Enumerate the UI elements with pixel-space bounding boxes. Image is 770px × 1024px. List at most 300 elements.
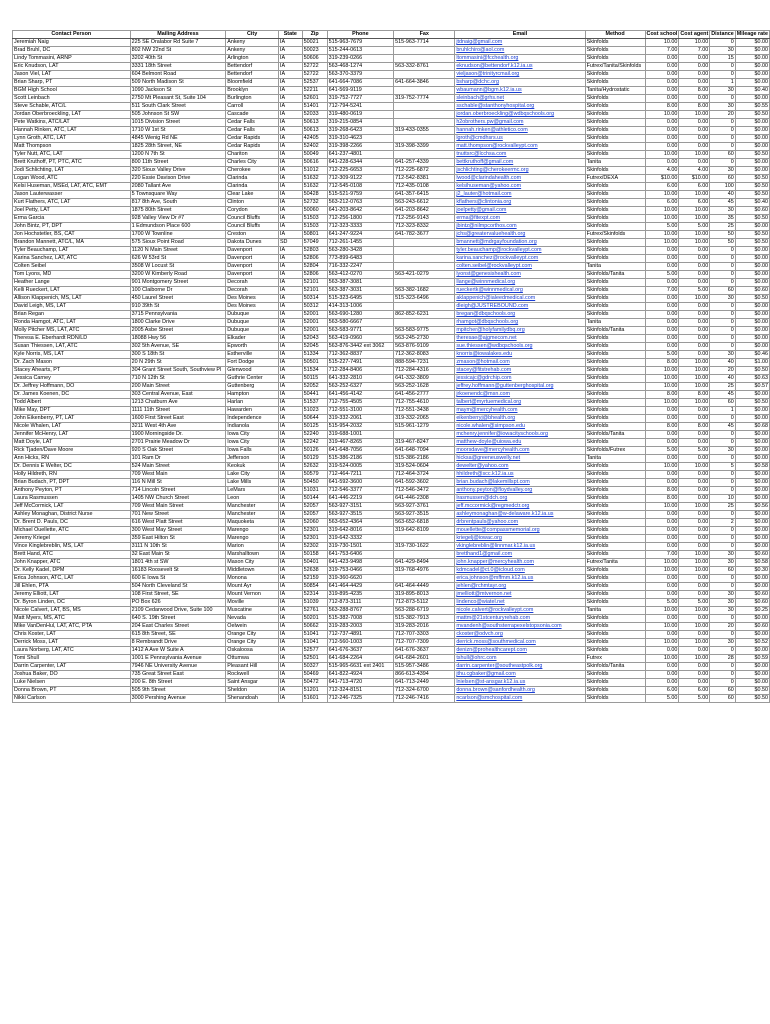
cell-email[interactable]: aklappenich@ialeedmedical.com bbox=[455, 295, 585, 303]
cell-mileage-rate: $0.00 bbox=[735, 543, 769, 551]
cell-email[interactable]: bmannett@mdrgayfoundation.org bbox=[455, 239, 585, 247]
cell-distance: 1 bbox=[710, 407, 735, 415]
cell-email[interactable]: stacey@fitstrehab.com bbox=[455, 367, 585, 375]
cell-cost-school: 0.00 bbox=[645, 439, 679, 447]
cell-email[interactable]: lindenco@wiatel.net bbox=[455, 599, 585, 607]
cell-method: Skinfolds bbox=[585, 127, 645, 135]
table-row bbox=[13, 479, 770, 487]
cell-email[interactable]: jtdnaig@gmail.com bbox=[455, 39, 585, 47]
cell-email[interactable]: anthony.peyton@floydvalley.org bbox=[455, 487, 585, 495]
cell-email[interactable]: hhildreth@scc.k12.ia.us bbox=[455, 471, 585, 479]
cell-email[interactable]: jessicajc@gdrchip.com bbox=[455, 375, 585, 383]
cell-state: IA bbox=[278, 471, 302, 479]
cell-city: Marion bbox=[226, 543, 279, 551]
cell-email[interactable]: mattm@21stcenturyrehab.com bbox=[455, 615, 585, 623]
cell-mileage-rate: $0.50 bbox=[735, 231, 769, 239]
table-body bbox=[13, 39, 770, 703]
cell-method: Skinfolds bbox=[585, 511, 645, 519]
cell-phone: 712-225-6653 bbox=[327, 167, 394, 175]
cell-state: IA bbox=[278, 639, 302, 647]
cell-state: IA bbox=[278, 431, 302, 439]
cell-contact-person: John Bintz, PT, DPT bbox=[13, 223, 131, 231]
cell-contact-person: Matt Thompson bbox=[13, 143, 131, 151]
cell-contact-person: Ronda Hamgot, ATC, LAT bbox=[13, 319, 131, 327]
cell-state: IA bbox=[278, 367, 302, 375]
cell-mailing-address: 3000 Pershing Avenue bbox=[130, 695, 226, 703]
cell-email[interactable]: jmelliott@mtvernon.net bbox=[455, 591, 585, 599]
cell-fax: 319-730-1622 bbox=[394, 543, 455, 551]
cell-contact-person: Jennifer McHenry, LAT bbox=[13, 431, 131, 439]
cell-method: Skinfolds bbox=[585, 207, 645, 215]
cell-email[interactable]: llange@winnmedical.org bbox=[455, 279, 585, 287]
cell-cost-school: 10.00 bbox=[645, 215, 679, 223]
cell-zip: 50049 bbox=[302, 151, 327, 159]
cell-email[interactable]: drbrentpauls@yahoo.com bbox=[455, 519, 585, 527]
cell-mileage-rate: $0.00 bbox=[735, 127, 769, 135]
cell-method: Skinfolds bbox=[585, 423, 645, 431]
cell-email[interactable]: lnielsen@st-ansgar.k12.ia.us bbox=[455, 679, 585, 687]
cell-phone: 319-642-8016 bbox=[327, 527, 394, 535]
cell-state: IA bbox=[278, 303, 302, 311]
cell-city: Hawarden bbox=[226, 407, 279, 415]
cell-method: Skinfolds bbox=[585, 47, 645, 55]
cell-state: IA bbox=[278, 111, 302, 119]
cell-cost-agent: 8.00 bbox=[679, 87, 710, 95]
cell-zip: 50314 bbox=[302, 295, 327, 303]
cell-mileage-rate: $0.60 bbox=[735, 591, 769, 599]
table-row bbox=[13, 255, 770, 263]
cell-email[interactable]: sschable@stanthonyhospital.org bbox=[455, 103, 585, 111]
cell-contact-person: David Leigh, MS, LAT bbox=[13, 303, 131, 311]
cell-zip: 50428 bbox=[302, 191, 327, 199]
cell-phone: 319-467-8265 bbox=[327, 439, 394, 447]
cell-state: IA bbox=[278, 543, 302, 551]
cell-zip: 50126 bbox=[302, 447, 327, 455]
cell-email[interactable]: jrkoenendc@msn.com bbox=[455, 391, 585, 399]
cell-mileage-rate: $0.68 bbox=[735, 423, 769, 431]
cell-cost-agent: 0.00 bbox=[679, 647, 710, 655]
cell-email[interactable]: joelpetty@gmail.com bbox=[455, 207, 585, 215]
table-row bbox=[13, 639, 770, 647]
cell-contact-person: Darrin Carpenter, LAT bbox=[13, 663, 131, 671]
cell-email[interactable]: matthew-doyle@uiowa.edu bbox=[455, 439, 585, 447]
cell-email[interactable]: bregan@dbqschools.org bbox=[455, 311, 585, 319]
cell-distance: 0 bbox=[710, 279, 735, 287]
cell-email[interactable]: colten.seibel@rockvalleypt.com bbox=[455, 263, 585, 271]
cell-phone: 712-261-1455 bbox=[327, 239, 394, 247]
cell-email[interactable]: mvandenh@southsterrapexelstopsonia.com bbox=[455, 623, 585, 631]
cell-city: Mason City bbox=[226, 559, 279, 567]
cell-city: LeMars bbox=[226, 487, 279, 495]
cell-email[interactable]: dleigh@JUSTREBOUND.com bbox=[455, 303, 585, 311]
cell-city: Marshalltown bbox=[226, 551, 279, 559]
cell-distance: 30 bbox=[710, 447, 735, 455]
cell-email[interactable]: kflathers@clintonia.org bbox=[455, 199, 585, 207]
cell-email[interactable]: moorsdave@mercyhealth.com bbox=[455, 447, 585, 455]
cell-fax bbox=[394, 55, 455, 63]
cell-method: Skinfolds bbox=[585, 695, 645, 703]
cell-state: IA bbox=[278, 551, 302, 559]
cell-cost-agent: 10.00 bbox=[679, 559, 710, 567]
cell-email[interactable]: kelsihuseman@yahoo.com bbox=[455, 183, 585, 191]
cell-cost-school: 0.00 bbox=[645, 79, 679, 87]
cell-email[interactable]: sue.thiessen@wdbqschools.org bbox=[455, 343, 585, 351]
cell-phone: 319-332-2061 bbox=[327, 415, 394, 423]
cell-distance: 5 bbox=[710, 463, 735, 471]
cell-contact-person: Brian Budach, PT, DPT bbox=[13, 479, 131, 487]
cell-email[interactable]: john.knapper@mercyhealth.com bbox=[455, 559, 585, 567]
cell-mailing-address: 928 Valley View Dr #7 bbox=[130, 215, 226, 223]
cell-mailing-address: 604 Belmont Road bbox=[130, 71, 226, 79]
cell-mailing-address: 200 Main Street bbox=[130, 383, 226, 391]
cell-email[interactable]: mpitcher@holyfamilydbq.org bbox=[455, 327, 585, 335]
cell-email[interactable]: lwood@clarindahealth.com bbox=[455, 175, 585, 183]
table-row bbox=[13, 423, 770, 431]
cell-phone: 712-284-8406 bbox=[327, 367, 394, 375]
cell-cost-school: 7.00 bbox=[645, 551, 679, 559]
cell-cost-school: 0.00 bbox=[645, 87, 679, 95]
cell-cost-agent: 0.00 bbox=[679, 271, 710, 279]
cell-zip: 50854 bbox=[302, 583, 327, 591]
cell-email[interactable]: tnuttsrc@lcchsa.com bbox=[455, 151, 585, 159]
cell-email[interactable]: mouellette@compassmemorial.org bbox=[455, 527, 585, 535]
cell-zip: 51041 bbox=[302, 639, 327, 647]
cell-city: Davenport bbox=[226, 255, 279, 263]
cell-phone: 641-592-3600 bbox=[327, 479, 394, 487]
cell-city: Corydon bbox=[226, 207, 279, 215]
cell-mileage-rate: $0.56 bbox=[735, 503, 769, 511]
cell-zip: 51041 bbox=[302, 631, 327, 639]
cell-method: Skinfolds bbox=[585, 687, 645, 695]
table-row bbox=[13, 375, 770, 383]
cell-email[interactable]: jchs@greatervaluehealth.org bbox=[455, 231, 585, 239]
cell-method: Skinfolds bbox=[585, 543, 645, 551]
cell-method: Skinfolds bbox=[585, 343, 645, 351]
cell-email[interactable]: bettkruthoff@gmail.com bbox=[455, 159, 585, 167]
cell-cost-school: 10.00 bbox=[645, 503, 679, 511]
column-header-cost-agent: Cost agent bbox=[680, 31, 709, 37]
cell-mileage-rate: $0.00 bbox=[735, 39, 769, 47]
cell-email[interactable]: nicole.calvert@rockvalleypt.com bbox=[455, 607, 585, 615]
cell-distance: 25 bbox=[710, 383, 735, 391]
cell-mailing-address: 2750 Mt Pleasant St, Suite 104 bbox=[130, 95, 226, 103]
cell-email[interactable]: maym@mercyhealth.com bbox=[455, 407, 585, 415]
cell-email[interactable]: matt.thompson@rockvalleypt.com bbox=[455, 143, 585, 151]
cell-phone: 563-876-3442 ext 3062 bbox=[327, 343, 394, 351]
cell-mileage-rate: $0.00 bbox=[735, 143, 769, 151]
cell-phone: 712-309-9122 bbox=[327, 175, 394, 183]
cell-mailing-address: 101 Ram Dr bbox=[130, 455, 226, 463]
cell-cost-school: 10.00 bbox=[645, 567, 679, 575]
table-row bbox=[13, 111, 770, 119]
cell-email[interactable]: eknudson@bettendorf.k12.ia.us bbox=[455, 63, 585, 71]
cell-cost-agent: 10.00 bbox=[679, 191, 710, 199]
table-row bbox=[13, 159, 770, 167]
cell-cost-school: 0.00 bbox=[645, 583, 679, 591]
cell-mailing-address: 359 East Hilton St bbox=[130, 535, 226, 543]
cell-contact-person: Ann Hicks, RN bbox=[13, 455, 131, 463]
cell-contact-person: Erma Garcia bbox=[13, 215, 131, 223]
cell-zip: 50115 bbox=[302, 375, 327, 383]
cell-email[interactable]: rueckertk@winnmedical.org bbox=[455, 287, 585, 295]
cell-cost-school: 0.00 bbox=[645, 335, 679, 343]
cell-zip: 50501 bbox=[302, 359, 327, 367]
table-row bbox=[13, 439, 770, 447]
cell-method: Tanita bbox=[585, 455, 645, 463]
cell-fax: 641-446-2308 bbox=[394, 495, 455, 503]
cell-email[interactable]: erma@fitexpt.com bbox=[455, 215, 585, 223]
cell-state: IA bbox=[278, 295, 302, 303]
cell-city: Sheldon bbox=[226, 687, 279, 695]
cell-mileage-rate: $0.00 bbox=[735, 511, 769, 519]
cell-city: Dubuque bbox=[226, 327, 279, 335]
cell-fax: 712-435-0108 bbox=[394, 183, 455, 191]
cell-email[interactable]: darrin.carpenter@southeastpolk.org bbox=[455, 663, 585, 671]
cell-mileage-rate: $0.00 bbox=[735, 415, 769, 423]
cell-state: IA bbox=[278, 215, 302, 223]
table-row bbox=[13, 695, 770, 703]
cell-city: Ankeny bbox=[226, 47, 279, 55]
cell-mileage-rate: $0.00 bbox=[735, 55, 769, 63]
cell-email[interactable]: jordan.oberbroeckling@wdbqschools.org bbox=[455, 111, 585, 119]
cell-email[interactable]: tyler.beauchamp@rockvalleypt.com bbox=[455, 247, 585, 255]
cell-method: Skinfolds bbox=[585, 287, 645, 295]
cell-email[interactable]: talbert@myrtuemedical.org bbox=[455, 399, 585, 407]
cell-email[interactable]: ckoster@odvch.org bbox=[455, 631, 585, 639]
cell-mileage-rate: $0.52 bbox=[735, 639, 769, 647]
cell-fax: 515-382-7913 bbox=[394, 615, 455, 623]
cell-fax bbox=[394, 71, 455, 79]
cell-contact-person: Nicole Whalen, LAT bbox=[13, 423, 131, 431]
cell-email[interactable]: denizn@prohealthcarept.com bbox=[455, 647, 585, 655]
cell-method: Skinfolds bbox=[585, 439, 645, 447]
cell-mailing-address: 3211 West 4th Ave bbox=[130, 423, 226, 431]
cell-fax: 641-648-7094 bbox=[394, 447, 455, 455]
cell-zip: 51632 bbox=[302, 183, 327, 191]
cell-email[interactable]: rhamgot@dbqschools.org bbox=[455, 319, 585, 327]
cell-mailing-address: 8 Rembrandt Drive bbox=[130, 639, 226, 647]
cell-city: Oskaloosa bbox=[226, 647, 279, 655]
cell-mileage-rate: $0.57 bbox=[735, 383, 769, 391]
cell-state: IA bbox=[278, 95, 302, 103]
cell-mileage-rate: $0.00 bbox=[735, 159, 769, 167]
cell-email[interactable]: ltommasini@fcchealth.org bbox=[455, 55, 585, 63]
cell-email[interactable]: dewelter@yahoo.com bbox=[455, 463, 585, 471]
cell-zip: 50441 bbox=[302, 391, 327, 399]
cell-mileage-rate: $0.00 bbox=[735, 391, 769, 399]
cell-email[interactable]: vkinglebreblin@linnmar.k12.ia.us bbox=[455, 543, 585, 551]
cell-email[interactable]: tshull@ohrc.com bbox=[455, 655, 585, 663]
cell-email[interactable]: karina.sanchez@rockvalleypt.com bbox=[455, 255, 585, 263]
table-row bbox=[13, 591, 770, 599]
cell-city: Decorah bbox=[226, 279, 279, 287]
cell-mileage-rate: $0.00 bbox=[735, 535, 769, 543]
cell-city: Independence bbox=[226, 415, 279, 423]
cell-contact-person: Lynn Groth, ATC, LAT bbox=[13, 135, 131, 143]
cell-state: IA bbox=[278, 191, 302, 199]
cell-cost-agent: 0.00 bbox=[679, 143, 710, 151]
table-row bbox=[13, 431, 770, 439]
cell-mileage-rate: $0.55 bbox=[735, 103, 769, 111]
cell-fax: 712-323-8332 bbox=[394, 223, 455, 231]
cell-state: IA bbox=[278, 695, 302, 703]
cell-state: IA bbox=[278, 79, 302, 87]
cell-mailing-address: 1 Edmundson Place 600 bbox=[130, 223, 226, 231]
cell-method: Tanita bbox=[585, 159, 645, 167]
cell-email[interactable]: hicksa@greeneuswelly.net bbox=[455, 455, 585, 463]
cell-distance: 0 bbox=[710, 71, 735, 79]
cell-method: Tanita bbox=[585, 607, 645, 615]
cell-email[interactable]: kdmcadel@ct.0@icloud.com bbox=[455, 567, 585, 575]
cell-email[interactable]: mchenry.jennifer@iowacityschools.org bbox=[455, 431, 585, 439]
table-row bbox=[13, 471, 770, 479]
cell-distance: 0 bbox=[710, 535, 735, 543]
cell-email[interactable]: kriegelj@iowac.org bbox=[455, 535, 585, 543]
cell-email[interactable]: lgroth@cmdhsrs.us bbox=[455, 135, 585, 143]
cell-cost-school: 10.00 bbox=[645, 623, 679, 631]
cell-distance: 0 bbox=[710, 543, 735, 551]
column-header-mailing-address: Mailing Address bbox=[130, 31, 226, 39]
cell-email[interactable]: lyonst@genesishealth.com bbox=[455, 271, 585, 279]
cell-fax bbox=[394, 151, 455, 159]
cell-email[interactable]: jbintz@nilmpcorthos.com bbox=[455, 223, 585, 231]
cell-contact-person: Kelsi Huseman, MSEd, LAT, ATC, EMT bbox=[13, 183, 131, 191]
cell-email[interactable]: theresae@ajgmecom.net bbox=[455, 335, 585, 343]
cell-distance: 0 bbox=[710, 663, 735, 671]
cell-email[interactable]: derrick.moss@southmedical.com bbox=[455, 639, 585, 647]
table-row bbox=[13, 127, 770, 135]
cell-mailing-address: 108 First Street, SE bbox=[130, 591, 226, 599]
cell-cost-agent: 0.00 bbox=[679, 327, 710, 335]
cell-email[interactable]: h2obrothers.pw@gmail.com bbox=[455, 119, 585, 127]
cell-email[interactable]: brian.budach@lakemillspt.com bbox=[455, 479, 585, 487]
cell-zip: 52101 bbox=[302, 287, 327, 295]
cell-email[interactable]: zmason@hotmail.com bbox=[455, 359, 585, 367]
cell-mileage-rate: $0.00 bbox=[735, 279, 769, 287]
cell-method: Skinfolds bbox=[585, 487, 645, 495]
cell-cost-agent: 10.00 bbox=[679, 359, 710, 367]
cell-mileage-rate: $0.00 bbox=[735, 47, 769, 55]
cell-email[interactable]: eikenberryj@bhealth.org bbox=[455, 415, 585, 423]
cell-city: Guttenberg bbox=[226, 383, 279, 391]
cell-email[interactable]: erica.johnson@mffmm.k12.ia.us bbox=[455, 575, 585, 583]
table-row bbox=[13, 647, 770, 655]
cell-city: Cedar Falls bbox=[226, 119, 279, 127]
column-header-state: State bbox=[278, 31, 302, 39]
cell-mileage-rate: $0.50 bbox=[735, 367, 769, 375]
cell-email[interactable]: jschlichting@cherokeermc.org bbox=[455, 167, 585, 175]
cell-state: IA bbox=[278, 463, 302, 471]
cell-city: Pleasant Hill bbox=[226, 663, 279, 671]
cell-contact-person: Jeff McCormick, LAT bbox=[13, 503, 131, 511]
cell-contact-person: John Knapper, ATC bbox=[13, 559, 131, 567]
cell-method: Skinfolds bbox=[585, 551, 645, 559]
cell-email[interactable]: jeff.mccormick@regmedctr.org bbox=[455, 503, 585, 511]
cell-cost-agent: 0.00 bbox=[679, 79, 710, 87]
cell-mailing-address: 920 S Oak Street bbox=[130, 447, 226, 455]
cell-method: Skinfolds bbox=[585, 647, 645, 655]
cell-cost-agent: 8.00 bbox=[679, 103, 710, 111]
cell-zip: 57049 bbox=[302, 239, 327, 247]
cell-email[interactable]: sleinbach@grhs.net bbox=[455, 95, 585, 103]
cell-cost-agent: 0.00 bbox=[679, 455, 710, 463]
cell-method: Skinfolds bbox=[585, 631, 645, 639]
cell-distance: 20 bbox=[710, 367, 735, 375]
cell-cost-school: 0.00 bbox=[645, 343, 679, 351]
cell-mailing-address: 802 NW 22nd St bbox=[130, 47, 226, 55]
cell-method: Skinfolds bbox=[585, 295, 645, 303]
cell-cost-school: 5.00 bbox=[645, 223, 679, 231]
cell-email[interactable]: jeffrey.hoffmann@guttenberghospital.org bbox=[455, 383, 585, 391]
cell-distance: 0 bbox=[710, 39, 735, 47]
cell-email[interactable]: donna.brown@sanfordhealth.org bbox=[455, 687, 585, 695]
cell-email[interactable]: bretthand1@gmail.com bbox=[455, 551, 585, 559]
cell-cost-agent: 0.00 bbox=[679, 535, 710, 543]
cell-zip: 52045 bbox=[302, 343, 327, 351]
cell-state: IA bbox=[278, 247, 302, 255]
cell-email[interactable]: vieljason@trinityrcmail.org bbox=[455, 71, 585, 79]
cell-cost-school: 0.00 bbox=[645, 535, 679, 543]
cell-city: Brooklyn bbox=[226, 87, 279, 95]
cell-email[interactable]: knorris@iowalakes.edu bbox=[455, 351, 585, 359]
cell-phone: 563-288-8767 bbox=[327, 607, 394, 615]
cell-email[interactable]: bsharp@dchc.org bbox=[455, 79, 585, 87]
cell-fax bbox=[394, 119, 455, 127]
cell-cost-school: 6.00 bbox=[645, 199, 679, 207]
cell-email[interactable]: wbaumann@bgm.k12.ia.us bbox=[455, 87, 585, 95]
cell-cost-school: 0.00 bbox=[645, 119, 679, 127]
cell-distance: 100 bbox=[710, 183, 735, 191]
cell-email[interactable]: bruhlchiro@aol.com bbox=[455, 47, 585, 55]
cell-zip: 50469 bbox=[302, 671, 327, 679]
cell-email[interactable]: lrasmussen@dch.org bbox=[455, 495, 585, 503]
cell-contact-person: Dr. James Koenen, DC bbox=[13, 391, 131, 399]
table-row bbox=[13, 391, 770, 399]
cell-method: Skinfolds bbox=[585, 399, 645, 407]
cell-cost-agent: 6.00 bbox=[679, 687, 710, 695]
cell-method: Futrex/Tanita bbox=[585, 559, 645, 567]
cell-mileage-rate: $0.00 bbox=[735, 631, 769, 639]
cell-state: IA bbox=[278, 263, 302, 271]
cell-contact-person: Dr. Jeffrey Hoffmann, DO bbox=[13, 383, 131, 391]
cell-email[interactable]: jthu.cgbaker@gmail.com bbox=[455, 671, 585, 679]
cell-fax: 319-332-2065 bbox=[394, 415, 455, 423]
cell-cost-agent: 0.00 bbox=[679, 487, 710, 495]
cell-phone: 515-244-0613 bbox=[327, 47, 394, 55]
cell-zip: 50579 bbox=[302, 471, 327, 479]
cell-cost-school: 0.00 bbox=[645, 63, 679, 71]
cell-email[interactable]: jehlen@rchmtayr.org bbox=[455, 583, 585, 591]
cell-contact-person: Joel Petty, LAT bbox=[13, 207, 131, 215]
cell-cost-school: 10.00 bbox=[645, 655, 679, 663]
cell-fax: 563-382-1682 bbox=[394, 287, 455, 295]
cell-distance: 0 bbox=[710, 647, 735, 655]
cell-mileage-rate: $0.00 bbox=[735, 679, 769, 687]
cell-email[interactable]: j2_lauter@hotmail.com bbox=[455, 191, 585, 199]
cell-email[interactable]: nicole.whalen@simpson.edu bbox=[455, 423, 585, 431]
cell-email[interactable]: ashleymonaghan@w-delaware.k12.ia.us bbox=[455, 511, 585, 519]
cell-fax: 319-467-8247 bbox=[394, 439, 455, 447]
cell-mailing-address: 20 N 29th St bbox=[130, 359, 226, 367]
cell-fax: 888-594-7231 bbox=[394, 359, 455, 367]
cell-contact-person: Matt Doyle, LAT bbox=[13, 439, 131, 447]
cell-mileage-rate: $0.50 bbox=[735, 687, 769, 695]
cell-city: Council Bluffs bbox=[226, 215, 279, 223]
cell-distance: 40 bbox=[710, 375, 735, 383]
cell-city: Marengo bbox=[226, 535, 279, 543]
cell-email[interactable]: hannah.rinken@athletico.com bbox=[455, 127, 585, 135]
cell-email[interactable]: ncarlson@smchospital.com bbox=[455, 695, 585, 703]
